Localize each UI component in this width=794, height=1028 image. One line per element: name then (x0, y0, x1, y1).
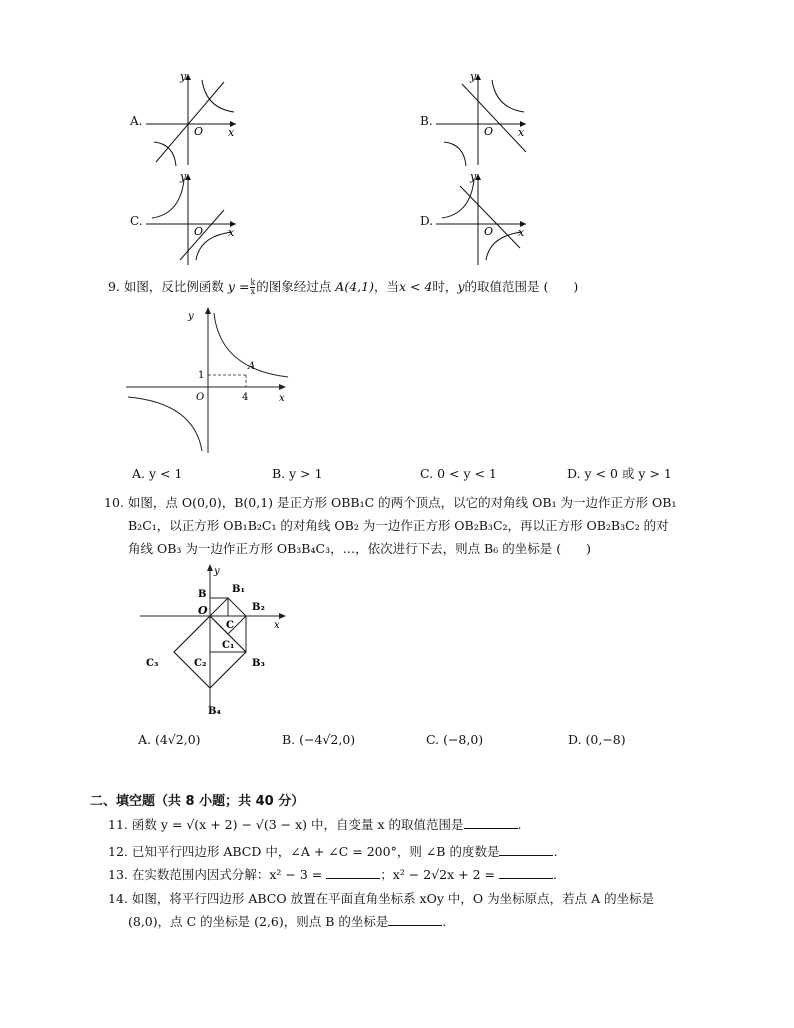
q13: 13. 在实数范围内因式分解：x² − 3 = ；x² − 2√2x + 2 = . (108, 867, 557, 882)
axis-y-label: y (180, 72, 187, 83)
axis-x-label: x (279, 393, 285, 404)
axis-y-label: y (180, 172, 187, 183)
axis-y-label: y (214, 566, 220, 577)
q12: 12. 已知平行四边形 ABCD 中，∠A + ∠C = 200°，则 ∠B 的度数是 . (108, 844, 558, 859)
answer-blank-2[interactable] (499, 866, 553, 879)
q9-var: y (457, 279, 465, 294)
axis-y-label: y (470, 172, 477, 183)
q9-cond: x < 4 (398, 279, 433, 294)
q13-text-b: x² − 2√2x + 2 = (392, 867, 495, 882)
q8-option-c[interactable] (130, 172, 240, 267)
q9-text-c: ，当 (373, 279, 399, 294)
label-c1: C₁ (222, 640, 235, 651)
q10-stem-line1: 10. 如图，点 O(0,0)，B(0,1) 是正方形 OBB₁C 的两个顶点，以它的对角线 OB₁ 为一边作正方形 OB₁ (104, 495, 677, 510)
q8-graph-b (434, 72, 530, 167)
label-o: O (198, 604, 208, 617)
option-label: D. (420, 214, 434, 228)
option-label: A. (130, 114, 143, 128)
q9-choice-a[interactable]: A. y < 1 (132, 466, 183, 481)
question-number: 14. (108, 891, 128, 906)
origin-label: O (194, 125, 204, 138)
q11-text: 函数 y = √(x + 2) − √(3 − x) 中，自变量 x 的取值范围是 (131, 817, 464, 832)
axis-y-label: y (470, 72, 477, 83)
question-number: 9. (108, 279, 120, 294)
axis-y-label: y (188, 311, 194, 322)
q10-stem-line2: B₂C₁，以正方形 OB₁B₂C₁ 的对角线 OB₂ 为一边作正方形 OB₂B₃C₂，再以正方形 OB₂B₃C₂ 的对 (128, 518, 669, 533)
q10-stem-line3: 角线 OB₃ 为一边作正方形 OB₃B₄C₃，…，依次进行下去，则点 B₆ 的坐标是 ( ) (128, 541, 591, 556)
q10-choice-b[interactable]: B. (−4√2,0) (282, 732, 356, 747)
q8-graph-a (144, 72, 240, 167)
q10-graph (138, 562, 298, 722)
label-b4: B₄ (208, 706, 221, 717)
q10-choice-d[interactable]: D. (0,−8) (568, 732, 626, 747)
q9-text-a: 如图，反比例函数 (123, 279, 224, 294)
origin-label: O (484, 225, 494, 238)
answer-blank[interactable] (388, 913, 442, 926)
label-c2: C₂ (194, 658, 207, 669)
answer-blank-1[interactable] (326, 866, 380, 879)
label-b: B (198, 589, 207, 600)
label-b1: B₁ (232, 584, 245, 595)
tick-4-label: 4 (242, 392, 249, 403)
question-number: 12. (108, 844, 128, 859)
q14-line2: (8,0)，点 C 的坐标是 (2,6)，则点 B 的坐标是 . (128, 914, 447, 929)
question-number: 10. (104, 495, 124, 510)
q9-graph (124, 305, 294, 455)
q8-graph-d (434, 172, 530, 267)
axis-x-label: x (274, 620, 280, 631)
q9-y-eq: y = (227, 279, 250, 294)
q9-choice-d[interactable]: D. y < 0 或 y > 1 (567, 466, 672, 481)
point-a-label: A (248, 361, 256, 372)
axis-x-label: x (228, 226, 235, 239)
answer-blank[interactable] (464, 816, 518, 829)
question-number: 13. (108, 867, 128, 882)
q9-choice-c[interactable]: C. 0 < y < 1 (420, 466, 497, 481)
origin-label: O (484, 125, 494, 138)
label-c3: C₃ (146, 658, 159, 669)
q10-choice-c[interactable]: C. (−8,0) (426, 732, 484, 747)
q10-choice-a[interactable]: A. (4√2,0) (138, 732, 201, 747)
axis-x-label: x (518, 226, 525, 239)
origin-label: O (194, 225, 204, 238)
q13-text-a: 在实数范围内因式分解：x² − 3 = (131, 867, 323, 882)
q12-text: 已知平行四边形 ABCD 中，∠A + ∠C = 200°，则 ∠B 的度数是 (131, 844, 500, 859)
q9-point: A(4,1) (335, 279, 374, 294)
label-b3: B₃ (252, 658, 265, 669)
q11: 11. 函数 y = √(x + 2) − √(3 − x) 中，自变量 x 的取值范围是 . (108, 817, 522, 832)
q8-option-a[interactable] (130, 72, 240, 167)
q8-graph-c (144, 172, 240, 267)
fraction-k-over-x: $\frac{k}{x}$ (250, 278, 256, 296)
q9-text-e: 的取值范围是 ( ) (464, 279, 579, 294)
q9-text-b: 的图象经过点 (256, 279, 332, 294)
q14-line1: 14. 如图，将平行四边形 ABCO 放置在平面直角坐标系 xOy 中，O 为坐标原点，若点 A 的坐标是 (108, 891, 655, 906)
origin-label: O (196, 392, 205, 403)
section-title: 二、填空题（共 8 小题；共 40 分） (90, 794, 305, 809)
axis-x-label: x (518, 126, 525, 139)
label-b2: B₂ (252, 602, 265, 613)
label-c: C (226, 620, 234, 631)
q9-text-d: 时， (432, 279, 458, 294)
tick-1-label: 1 (198, 370, 205, 381)
q9-stem (108, 278, 578, 296)
q9-choice-b[interactable]: B. y > 1 (272, 466, 323, 481)
option-label: B. (420, 114, 433, 128)
option-label: C. (130, 214, 143, 228)
question-number: 11. (108, 817, 128, 832)
q8-option-d[interactable] (420, 172, 530, 267)
axis-x-label: x (228, 126, 235, 139)
q8-option-b[interactable] (420, 72, 530, 167)
answer-blank[interactable] (499, 843, 553, 856)
